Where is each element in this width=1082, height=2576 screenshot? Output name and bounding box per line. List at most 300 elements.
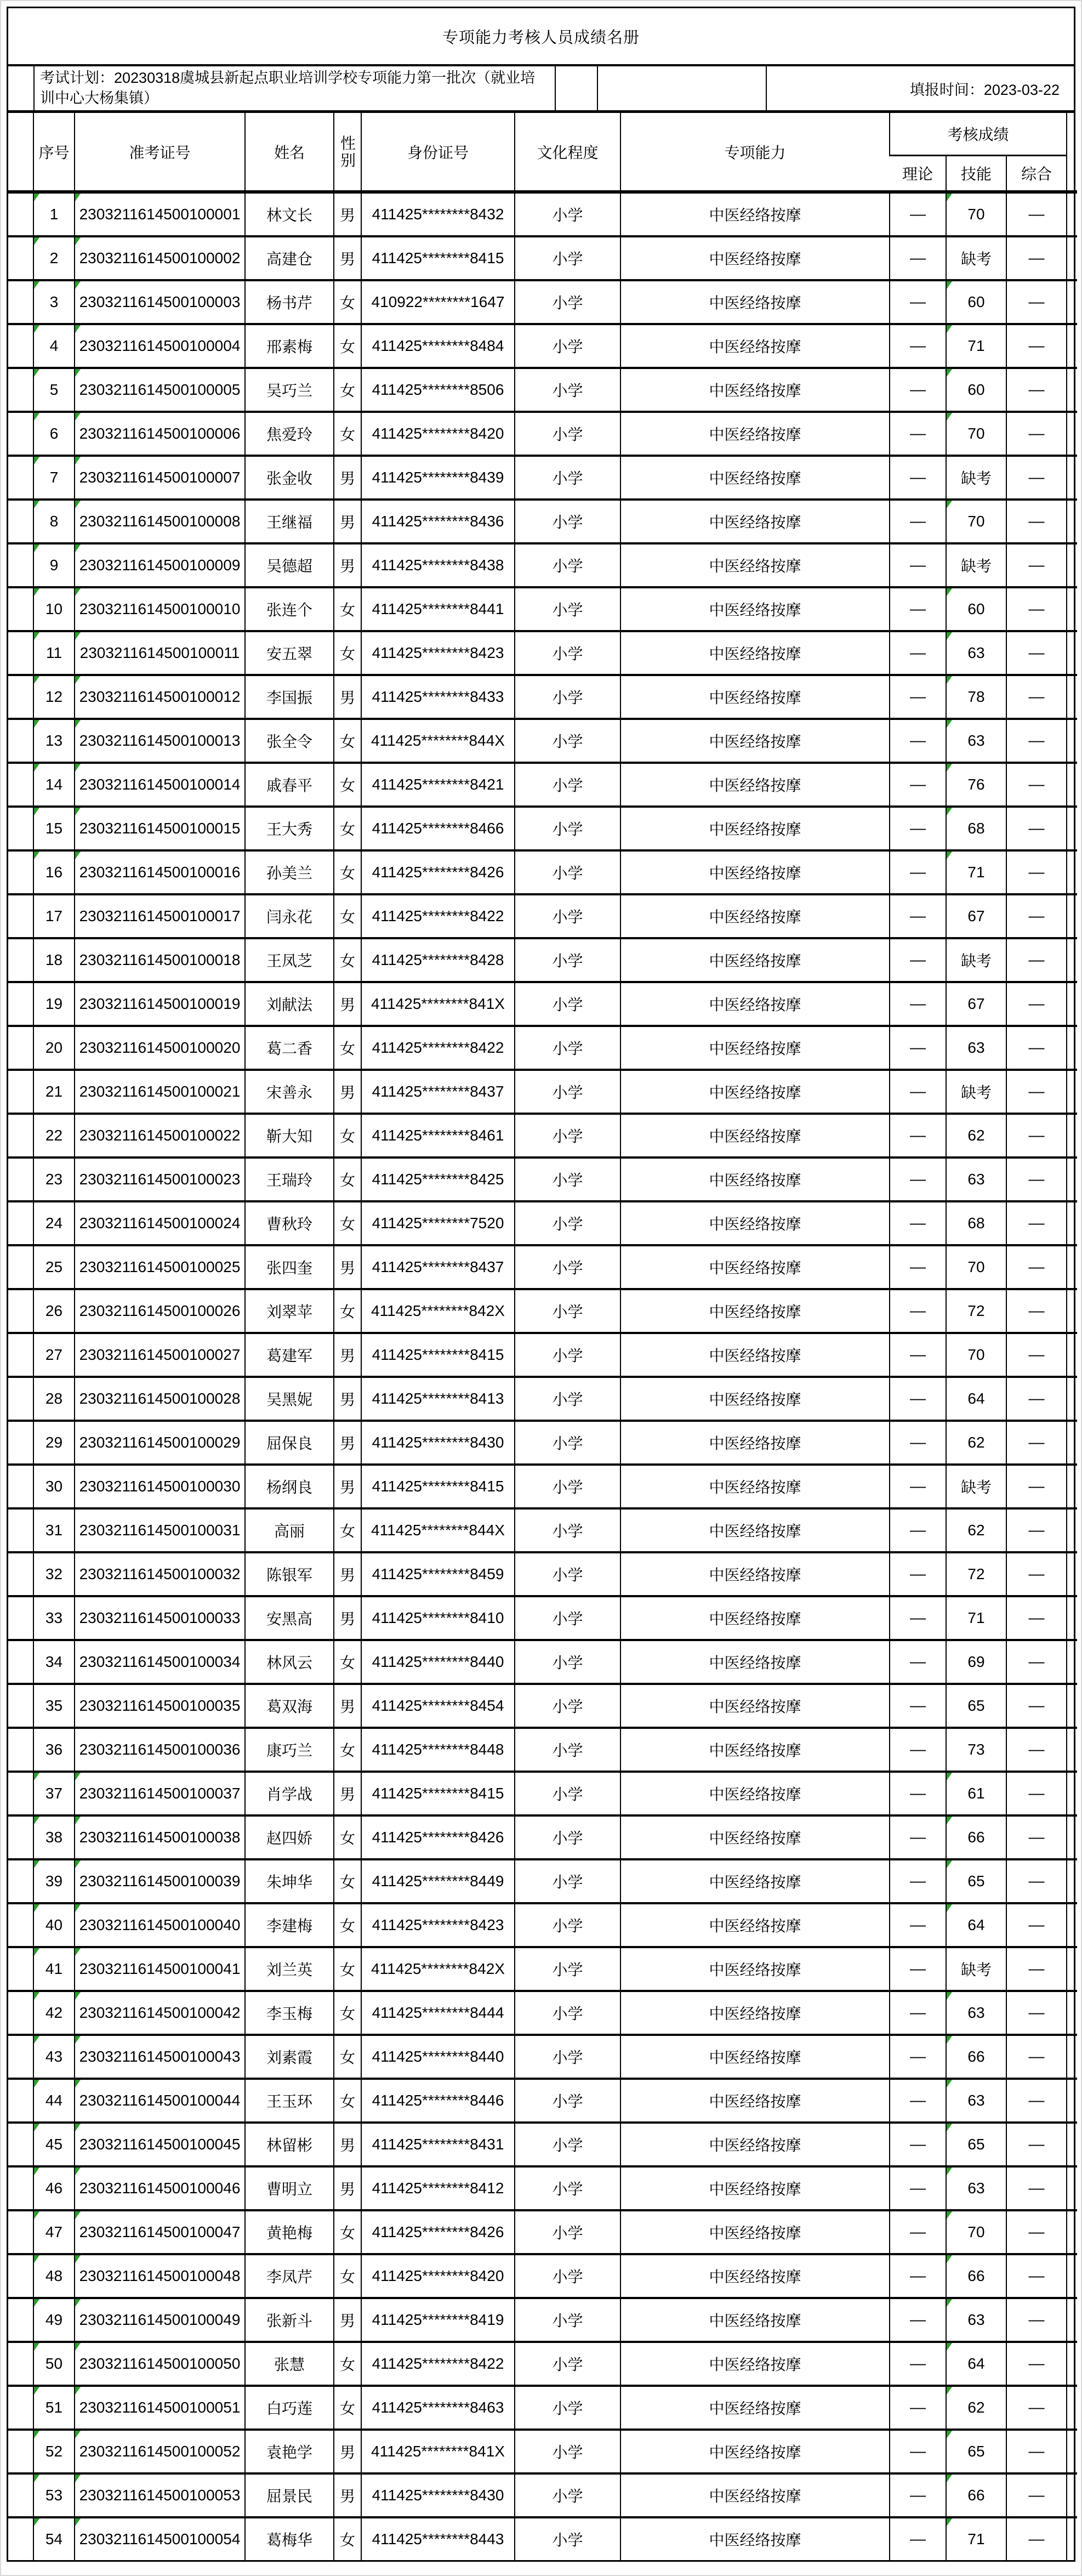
cell-gender: 男: [334, 2298, 361, 2342]
table-row: [8, 2386, 1077, 2430]
cell-education: 小学: [515, 719, 620, 763]
cell-admission-no: 2303211614500100010: [75, 587, 245, 631]
cell-theory-score: —: [890, 1991, 946, 2035]
cell-gender: 女: [334, 324, 361, 368]
left-gutter-cell: [8, 192, 33, 236]
cell-admission-no: 2303211614500100009: [75, 543, 245, 587]
cell-seq: 14: [33, 763, 75, 807]
cell-id-no: 411425********8412: [361, 2166, 515, 2210]
left-gutter-cell: [8, 2473, 33, 2517]
right-gutter-cell: [1067, 192, 1077, 236]
results-body: [8, 192, 1077, 2560]
cell-admission-no: 2303211614500100004: [75, 324, 245, 368]
header-gender: 性别: [334, 113, 361, 192]
cell-name: 王凤芝: [245, 938, 334, 982]
cell-gender: 男: [334, 2430, 361, 2473]
cell-skill: 中医经络按摩: [620, 1289, 890, 1333]
cell-theory-score: —: [890, 368, 946, 412]
cell-gender: 男: [334, 1772, 361, 1815]
cell-overall-score: —: [1006, 631, 1067, 675]
left-gutter-cell: [8, 1201, 33, 1245]
cell-practical-score: 缺考: [946, 456, 1006, 500]
cell-education: 小学: [515, 2079, 620, 2123]
right-gutter-cell: [1067, 631, 1077, 675]
cell-id-no: 411425********7520: [361, 1201, 515, 1245]
cell-id-no: 411425********8449: [361, 1859, 515, 1903]
header-overall: 综合: [1006, 156, 1067, 192]
cell-theory-score: —: [890, 1903, 946, 1947]
table-row: [8, 2298, 1077, 2342]
left-gutter-cell: [8, 1684, 33, 1728]
cell-skill: 中医经络按摩: [620, 850, 890, 894]
table-row: [8, 1947, 1077, 1991]
cell-education: 小学: [515, 850, 620, 894]
table-row: [8, 1552, 1077, 1596]
cell-theory-score: —: [890, 1026, 946, 1070]
table-row: [8, 2166, 1077, 2210]
right-gutter-cell: [1067, 2254, 1077, 2298]
cell-name: 张新斗: [245, 2298, 334, 2342]
cell-education: 小学: [515, 2473, 620, 2517]
cell-practical-score: 62: [946, 1508, 1006, 1552]
left-gutter-cell: [8, 2342, 33, 2386]
cell-admission-no: 2303211614500100037: [75, 1772, 245, 1815]
cell-admission-no: 2303211614500100054: [75, 2517, 245, 2560]
cell-admission-no: 2303211614500100006: [75, 412, 245, 456]
cell-practical-score: 62: [946, 1421, 1006, 1465]
cell-education: 小学: [515, 2166, 620, 2210]
right-gutter-cell: [1067, 2473, 1077, 2517]
right-gutter-cell: [1067, 2079, 1077, 2123]
table-row: [8, 1333, 1077, 1377]
report-time-text: 填报时间：2023-03-22: [766, 66, 1074, 110]
cell-theory-score: —: [890, 1201, 946, 1245]
cell-education: 小学: [515, 2517, 620, 2560]
cell-theory-score: —: [890, 500, 946, 543]
cell-gender: 男: [334, 1421, 361, 1465]
cell-admission-no: 2303211614500100025: [75, 1245, 245, 1289]
cell-skill: 中医经络按摩: [620, 807, 890, 850]
cell-name: 赵四娇: [245, 1815, 334, 1859]
cell-skill: 中医经络按摩: [620, 1465, 890, 1508]
cell-education: 小学: [515, 2123, 620, 2166]
cell-education: 小学: [515, 236, 620, 280]
cell-theory-score: —: [890, 982, 946, 1026]
left-gutter-cell: [8, 1289, 33, 1333]
cell-practical-score: 78: [946, 675, 1006, 719]
left-gutter-cell: [8, 66, 33, 110]
cell-gender: 女: [334, 1859, 361, 1903]
cell-id-no: 411425********842X: [361, 1947, 515, 1991]
table-row: [8, 1245, 1077, 1289]
cell-admission-no: 2303211614500100047: [75, 2210, 245, 2254]
left-gutter-cell: [8, 2254, 33, 2298]
cell-practical-score: 缺考: [946, 236, 1006, 280]
right-gutter-cell: [1067, 2298, 1077, 2342]
cell-admission-no: 2303211614500100045: [75, 2123, 245, 2166]
cell-id-no: 411425********8428: [361, 938, 515, 982]
table-row: [8, 894, 1077, 938]
cell-education: 小学: [515, 1201, 620, 1245]
cell-education: 小学: [515, 2342, 620, 2386]
cell-theory-score: —: [890, 2166, 946, 2210]
empty-cell: [597, 66, 766, 110]
cell-education: 小学: [515, 1903, 620, 1947]
left-gutter-cell: [8, 631, 33, 675]
cell-id-no: 411425********8484: [361, 324, 515, 368]
right-gutter-cell: [1067, 2430, 1077, 2473]
cell-name: 焦爱玲: [245, 412, 334, 456]
cell-admission-no: 2303211614500100024: [75, 1201, 245, 1245]
cell-id-no: 411425********8433: [361, 675, 515, 719]
cell-admission-no: 2303211614500100016: [75, 850, 245, 894]
cell-overall-score: —: [1006, 1859, 1067, 1903]
cell-admission-no: 2303211614500100052: [75, 2430, 245, 2473]
cell-practical-score: 缺考: [946, 543, 1006, 587]
cell-id-no: 411425********8431: [361, 2123, 515, 2166]
cell-skill: 中医经络按摩: [620, 938, 890, 982]
cell-id-no: 411425********841X: [361, 982, 515, 1026]
cell-practical-score: 63: [946, 631, 1006, 675]
cell-seq: 17: [33, 894, 75, 938]
cell-gender: 女: [334, 2517, 361, 2560]
cell-gender: 男: [334, 1245, 361, 1289]
cell-name: 李建梅: [245, 1903, 334, 1947]
cell-theory-score: —: [890, 1508, 946, 1552]
cell-name: 白巧莲: [245, 2386, 334, 2430]
cell-name: 林留彬: [245, 2123, 334, 2166]
plan-row: [8, 66, 1074, 113]
right-gutter-cell: [1067, 719, 1077, 763]
cell-id-no: 411425********8421: [361, 763, 515, 807]
table-row: [8, 1859, 1077, 1903]
left-gutter-cell: [8, 2430, 33, 2473]
right-gutter-cell: [1067, 2166, 1077, 2210]
cell-admission-no: 2303211614500100003: [75, 280, 245, 324]
cell-name: 靳大知: [245, 1114, 334, 1158]
cell-practical-score: 67: [946, 894, 1006, 938]
cell-practical-score: 66: [946, 2035, 1006, 2079]
cell-seq: 39: [33, 1859, 75, 1903]
cell-gender: 女: [334, 280, 361, 324]
left-gutter-cell: [8, 412, 33, 456]
cell-theory-score: —: [890, 412, 946, 456]
cell-id-no: 411425********8415: [361, 236, 515, 280]
cell-theory-score: —: [890, 1947, 946, 1991]
cell-education: 小学: [515, 2298, 620, 2342]
cell-gender: 女: [334, 1158, 361, 1201]
cell-id-no: 411425********8426: [361, 850, 515, 894]
cell-practical-score: 缺考: [946, 1465, 1006, 1508]
cell-seq: 13: [33, 719, 75, 763]
cell-theory-score: —: [890, 631, 946, 675]
right-gutter-cell: [1067, 2517, 1077, 2560]
cell-admission-no: 2303211614500100042: [75, 1991, 245, 2035]
cell-overall-score: —: [1006, 894, 1067, 938]
right-gutter-cell: [1067, 1421, 1077, 1465]
cell-gender: 女: [334, 1114, 361, 1158]
right-gutter-cell: [1067, 1070, 1077, 1114]
cell-practical-score: 60: [946, 368, 1006, 412]
cell-practical-score: 63: [946, 1158, 1006, 1201]
cell-overall-score: —: [1006, 1201, 1067, 1245]
cell-admission-no: 2303211614500100019: [75, 982, 245, 1026]
cell-id-no: 411425********8422: [361, 894, 515, 938]
cell-overall-score: —: [1006, 2210, 1067, 2254]
cell-education: 小学: [515, 368, 620, 412]
cell-skill: 中医经络按摩: [620, 982, 890, 1026]
table-row: [8, 1991, 1077, 2035]
cell-seq: 16: [33, 850, 75, 894]
cell-admission-no: 2303211614500100040: [75, 1903, 245, 1947]
table-row: [8, 2473, 1077, 2517]
cell-overall-score: —: [1006, 1158, 1067, 1201]
cell-education: 小学: [515, 1508, 620, 1552]
cell-practical-score: 65: [946, 2123, 1006, 2166]
table-row: [8, 1026, 1077, 1070]
header-practical: 技能: [946, 156, 1006, 192]
cell-gender: 男: [334, 456, 361, 500]
cell-theory-score: —: [890, 587, 946, 631]
cell-name: 高丽: [245, 1508, 334, 1552]
cell-education: 小学: [515, 1070, 620, 1114]
right-gutter-cell: [1067, 1596, 1077, 1640]
cell-overall-score: —: [1006, 456, 1067, 500]
right-gutter-cell: [1067, 2210, 1077, 2254]
cell-id-no: 411425********8461: [361, 1114, 515, 1158]
cell-practical-score: 缺考: [946, 1947, 1006, 1991]
table-row: [8, 1158, 1077, 1201]
cell-seq: 53: [33, 2473, 75, 2517]
cell-overall-score: —: [1006, 1026, 1067, 1070]
cell-id-no: 411425********8422: [361, 1026, 515, 1070]
cell-name: 安黑高: [245, 1596, 334, 1640]
cell-admission-no: 2303211614500100049: [75, 2298, 245, 2342]
cell-gender: 男: [334, 1465, 361, 1508]
cell-gender: 男: [334, 2166, 361, 2210]
cell-name: 吴德超: [245, 543, 334, 587]
left-gutter-cell: [8, 2517, 33, 2560]
cell-seq: 34: [33, 1640, 75, 1684]
cell-theory-score: —: [890, 1158, 946, 1201]
table-row: [8, 719, 1077, 763]
table-row: [8, 543, 1077, 587]
cell-name: 张四奎: [245, 1245, 334, 1289]
cell-practical-score: 68: [946, 1201, 1006, 1245]
cell-gender: 男: [334, 1552, 361, 1596]
empty-cell: [555, 66, 597, 110]
cell-gender: 男: [334, 675, 361, 719]
table-row: [8, 1596, 1077, 1640]
cell-skill: 中医经络按摩: [620, 543, 890, 587]
cell-overall-score: —: [1006, 1377, 1067, 1421]
cell-id-no: 411425********8443: [361, 2517, 515, 2560]
cell-overall-score: —: [1006, 2473, 1067, 2517]
cell-theory-score: —: [890, 1728, 946, 1772]
cell-skill: 中医经络按摩: [620, 1114, 890, 1158]
right-gutter-cell: [1067, 543, 1077, 587]
right-gutter-cell: [1067, 280, 1077, 324]
left-gutter-cell: [8, 2079, 33, 2123]
table-row: [8, 1772, 1077, 1815]
cell-gender: 男: [334, 982, 361, 1026]
table-row: [8, 2517, 1077, 2560]
right-gutter-cell: [1067, 500, 1077, 543]
left-gutter-cell: [8, 807, 33, 850]
right-gutter-cell: [1067, 894, 1077, 938]
cell-education: 小学: [515, 1465, 620, 1508]
left-gutter-cell: [8, 1815, 33, 1859]
cell-skill: 中医经络按摩: [620, 1772, 890, 1815]
table-row: [8, 1684, 1077, 1728]
left-gutter-cell: [8, 1508, 33, 1552]
right-gutter-cell: [1067, 2035, 1077, 2079]
cell-seq: 40: [33, 1903, 75, 1947]
cell-overall-score: —: [1006, 850, 1067, 894]
cell-practical-score: 69: [946, 1640, 1006, 1684]
cell-education: 小学: [515, 938, 620, 982]
cell-admission-no: 2303211614500100022: [75, 1114, 245, 1158]
cell-theory-score: —: [890, 2254, 946, 2298]
cell-overall-score: —: [1006, 2386, 1067, 2430]
cell-name: 曹秋玲: [245, 1201, 334, 1245]
cell-admission-no: 2303211614500100012: [75, 675, 245, 719]
cell-skill: 中医经络按摩: [620, 1158, 890, 1201]
cell-practical-score: 71: [946, 1596, 1006, 1640]
cell-seq: 8: [33, 500, 75, 543]
cell-overall-score: —: [1006, 807, 1067, 850]
cell-seq: 30: [33, 1465, 75, 1508]
cell-theory-score: —: [890, 2210, 946, 2254]
cell-theory-score: —: [890, 543, 946, 587]
cell-name: 屈景民: [245, 2473, 334, 2517]
left-gutter-cell: [8, 763, 33, 807]
cell-skill: 中医经络按摩: [620, 2342, 890, 2386]
left-gutter-cell: [8, 1158, 33, 1201]
cell-gender: 男: [334, 543, 361, 587]
table-row: [8, 1815, 1077, 1859]
left-gutter-cell: [8, 2298, 33, 2342]
cell-admission-no: 2303211614500100034: [75, 1640, 245, 1684]
right-gutter-cell: [1067, 1114, 1077, 1158]
right-gutter-cell: [1067, 1245, 1077, 1289]
cell-id-no: 411425********8422: [361, 2342, 515, 2386]
cell-theory-score: —: [890, 1114, 946, 1158]
cell-skill: 中医经络按摩: [620, 1026, 890, 1070]
cell-name: 肖学战: [245, 1772, 334, 1815]
results-table: [8, 113, 1077, 2560]
cell-gender: 男: [334, 1070, 361, 1114]
table-row: [8, 982, 1077, 1026]
cell-education: 小学: [515, 1859, 620, 1903]
table-row: [8, 324, 1077, 368]
cell-practical-score: 66: [946, 2254, 1006, 2298]
left-gutter-cell: [8, 587, 33, 631]
cell-gender: 女: [334, 2079, 361, 2123]
left-gutter-cell: [8, 1114, 33, 1158]
cell-education: 小学: [515, 1684, 620, 1728]
cell-practical-score: 63: [946, 2298, 1006, 2342]
cell-seq: 42: [33, 1991, 75, 2035]
cell-id-no: 411425********8413: [361, 1377, 515, 1421]
exam-plan-text: 考试计划：20230318虞城县新起点职业培训学校专项能力第一批次（就业培训中心大杨集镇）: [33, 66, 555, 110]
cell-id-no: 411425********8415: [361, 1772, 515, 1815]
cell-gender: 女: [334, 719, 361, 763]
cell-id-no: 411425********8459: [361, 1552, 515, 1596]
table-row: [8, 1114, 1077, 1158]
cell-gender: 男: [334, 1377, 361, 1421]
cell-seq: 46: [33, 2166, 75, 2210]
cell-skill: 中医经络按摩: [620, 2473, 890, 2517]
right-gutter-cell: [1067, 324, 1077, 368]
cell-practical-score: 63: [946, 1991, 1006, 2035]
cell-name: 吴黑妮: [245, 1377, 334, 1421]
right-gutter-cell: [1067, 1552, 1077, 1596]
left-gutter-cell: [8, 1421, 33, 1465]
cell-seq: 6: [33, 412, 75, 456]
table-row: [8, 587, 1077, 631]
left-gutter-cell: [8, 1245, 33, 1289]
cell-id-no: 411425********8506: [361, 368, 515, 412]
cell-seq: 21: [33, 1070, 75, 1114]
cell-skill: 中医经络按摩: [620, 2254, 890, 2298]
left-gutter-cell: [8, 236, 33, 280]
right-gutter-cell: [1067, 1201, 1077, 1245]
left-gutter-cell: [8, 675, 33, 719]
cell-overall-score: —: [1006, 1114, 1067, 1158]
cell-id-no: 411425********8415: [361, 1333, 515, 1377]
table-row: [8, 631, 1077, 675]
cell-id-no: 411425********8415: [361, 1465, 515, 1508]
cell-theory-score: —: [890, 2473, 946, 2517]
cell-id-no: 411425********8430: [361, 2473, 515, 2517]
cell-seq: 38: [33, 1815, 75, 1859]
cell-admission-no: 2303211614500100002: [75, 236, 245, 280]
cell-practical-score: 70: [946, 1245, 1006, 1289]
cell-skill: 中医经络按摩: [620, 1815, 890, 1859]
cell-gender: 女: [334, 763, 361, 807]
cell-name: 闫永花: [245, 894, 334, 938]
cell-seq: 41: [33, 1947, 75, 1991]
cell-name: 张连个: [245, 587, 334, 631]
cell-seq: 15: [33, 807, 75, 850]
cell-skill: 中医经络按摩: [620, 2123, 890, 2166]
cell-education: 小学: [515, 1947, 620, 1991]
cell-practical-score: 60: [946, 587, 1006, 631]
right-gutter-cell: [1067, 1640, 1077, 1684]
cell-gender: 女: [334, 1289, 361, 1333]
cell-name: 林风云: [245, 1640, 334, 1684]
cell-education: 小学: [515, 1377, 620, 1421]
cell-name: 葛建军: [245, 1333, 334, 1377]
cell-skill: 中医经络按摩: [620, 763, 890, 807]
cell-id-no: 411425********841X: [361, 2430, 515, 2473]
cell-id-no: 411425********8444: [361, 1991, 515, 2035]
left-gutter-cell: [8, 2166, 33, 2210]
left-gutter-cell: [8, 1991, 33, 2035]
cell-name: 孙美兰: [245, 850, 334, 894]
cell-theory-score: —: [890, 850, 946, 894]
cell-theory-score: —: [890, 719, 946, 763]
left-gutter-cell: [8, 1026, 33, 1070]
cell-theory-score: —: [890, 938, 946, 982]
cell-admission-no: 2303211614500100036: [75, 1728, 245, 1772]
left-gutter-cell: [8, 1640, 33, 1684]
cell-gender: 女: [334, 1903, 361, 1947]
cell-gender: 女: [334, 412, 361, 456]
cell-seq: 24: [33, 1201, 75, 1245]
cell-overall-score: —: [1006, 2166, 1067, 2210]
